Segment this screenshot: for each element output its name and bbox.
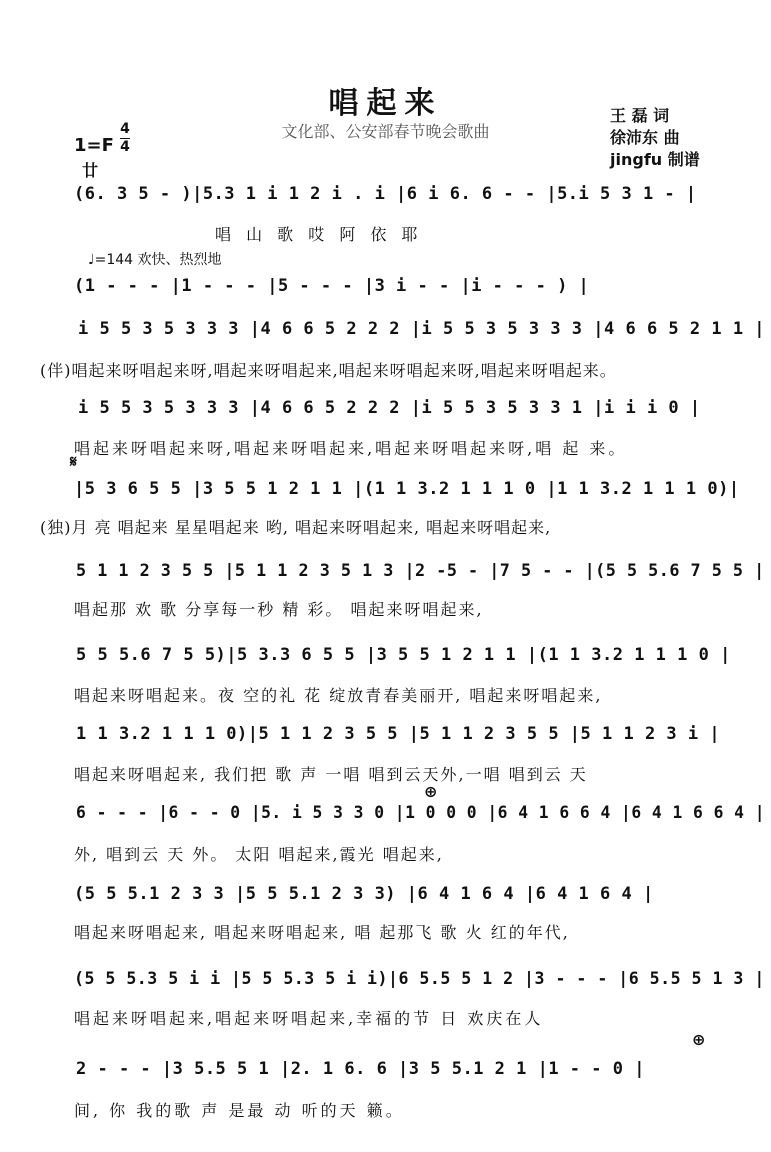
time-signature — [120, 121, 130, 156]
coda-icon: ⊕ — [424, 782, 438, 801]
notation-line-3: i 5 5 3 5 3 3 3 |4 6 6 5 2 2 2 |i 5 5 3 5 3 3 3 |4 6 6 5 2 1 1 | — [78, 319, 766, 339]
song-title: 唱起来 — [328, 86, 443, 121]
notation-line-4: i 5 5 3 5 3 3 3 |4 6 6 5 2 2 2 |i 5 5 3 5 3 3 1 |i i i 0 | — [78, 398, 701, 418]
composer-credit: 徐沛东 曲 — [610, 128, 680, 147]
lyric-line-4: 唱起来呀唱起来呀,唱起来呀唱起来,唱起来呀唱起来呀,唱 起 来。 — [74, 439, 628, 458]
lyric-line-6: 唱起那 欢 歌 分享每一秒 精 彩。 唱起来呀唱起来, — [74, 600, 484, 619]
notation-line-2: (1 - - - |1 - - - |5 - - - |3 i - - |i - - - ) | — [74, 276, 590, 296]
notation-line-6: 5 1 1 2 3 5 5 |5 1 1 2 3 5 1 3 |2 -5 - |7 5 - - |(5 5 5.6 7 5 5 | — [76, 561, 765, 581]
notation-line-12: 2 - - - |3 5.5 5 1 |2. 1 6. 6 |3 5 5.1 2 1 |1 - - 0 | — [76, 1059, 645, 1079]
notation-line-7: 5 5 5.6 7 5 5)|5 3.3 6 5 5 |3 5 5 1 2 1 1 |(1 1 3.2 1 1 1 0 | — [76, 645, 731, 665]
lyric-line-12: 间, 你 我的歌 声 是最 动 听的天 籁。 — [74, 1101, 405, 1120]
segno-icon: 𝄋 — [70, 452, 77, 471]
notation-line-11: (5 5 5.3 5 i i |5 5 5.3 5 i i)|6 5.5 5 1 2 |3 - - - |6 5.5 5 1 3 | — [74, 969, 765, 989]
lyricist-credit: 王 磊 词 — [610, 106, 670, 125]
notation-line-10: (5 5 5.1 2 3 3 |5 5 5.1 2 3 3) |6 4 1 6 4 |6 4 1 6 4 | — [74, 884, 654, 904]
lyric-line-11: 唱起来呀唱起来,唱起来呀唱起来,幸福的节 日 欢庆在人 — [74, 1009, 544, 1028]
notation-line-1: (6. 3 5 - )|5.3 1 i 1 2 i . i |6 i 6. 6 - - |5.i 5 3 1 - | — [74, 184, 697, 204]
lyric-line-10: 唱起来呀唱起来, 唱起来呀唱起来, 唱 起那飞 歌 火 红的年代, — [74, 923, 570, 942]
free-meter-mark: 廿 — [82, 161, 99, 180]
lyric-line-7: 唱起来呀唱起来。夜 空的礼 花 绽放青春美丽开, 唱起来呀唱起来, — [74, 686, 603, 705]
notation-line-9: 6 - - - |6 - - 0 |5. i 5 3 3 0 |1 0 0 0 |6 4 1 6 6 4 |6 4 1 6 6 4 | — [76, 803, 766, 823]
lyric-line-3: (伴)唱起来呀唱起来呀,唱起来呀唱起来,唱起来呀唱起来呀,唱起来呀唱起来。 — [40, 361, 617, 380]
arranger-credit: jingfu 制谱 — [610, 150, 700, 169]
lyric-line-8: 唱起来呀唱起来, 我们把 歌 声 一唱 唱到云天外,一唱 唱到云 天 — [74, 765, 588, 784]
coda-end-icon: ⊕ — [692, 1030, 706, 1049]
song-subtitle: 文化部、公安部春节晚会歌曲 — [281, 122, 490, 141]
lyric-line-1: 唱 山 歌 哎 阿 依 耶 — [215, 225, 423, 244]
notation-line-8: 1 1 3.2 1 1 1 0)|5 1 1 2 3 5 5 |5 1 1 2 3 5 5 |5 1 1 2 3 i | — [76, 724, 721, 744]
meter-bottom: 4 — [120, 139, 130, 155]
notation-line-5: |5 3 6 5 5 |3 5 5 1 2 1 1 |(1 1 3.2 1 1 1 0 |1 1 3.2 1 1 1 0)| — [74, 479, 740, 499]
lyric-line-5: (独)月 亮 唱起来 星星唱起来 哟, 唱起来呀唱起来, 唱起来呀唱起来, — [40, 518, 552, 537]
lyric-line-9: 外, 唱到云 天 外。 太阳 唱起来,霞光 唱起来, — [74, 845, 444, 864]
meter-top: 4 — [120, 121, 130, 137]
tempo-marking: ♩=144 欢快、热烈地 — [88, 252, 222, 268]
key-signature: 1=F — [74, 135, 114, 156]
